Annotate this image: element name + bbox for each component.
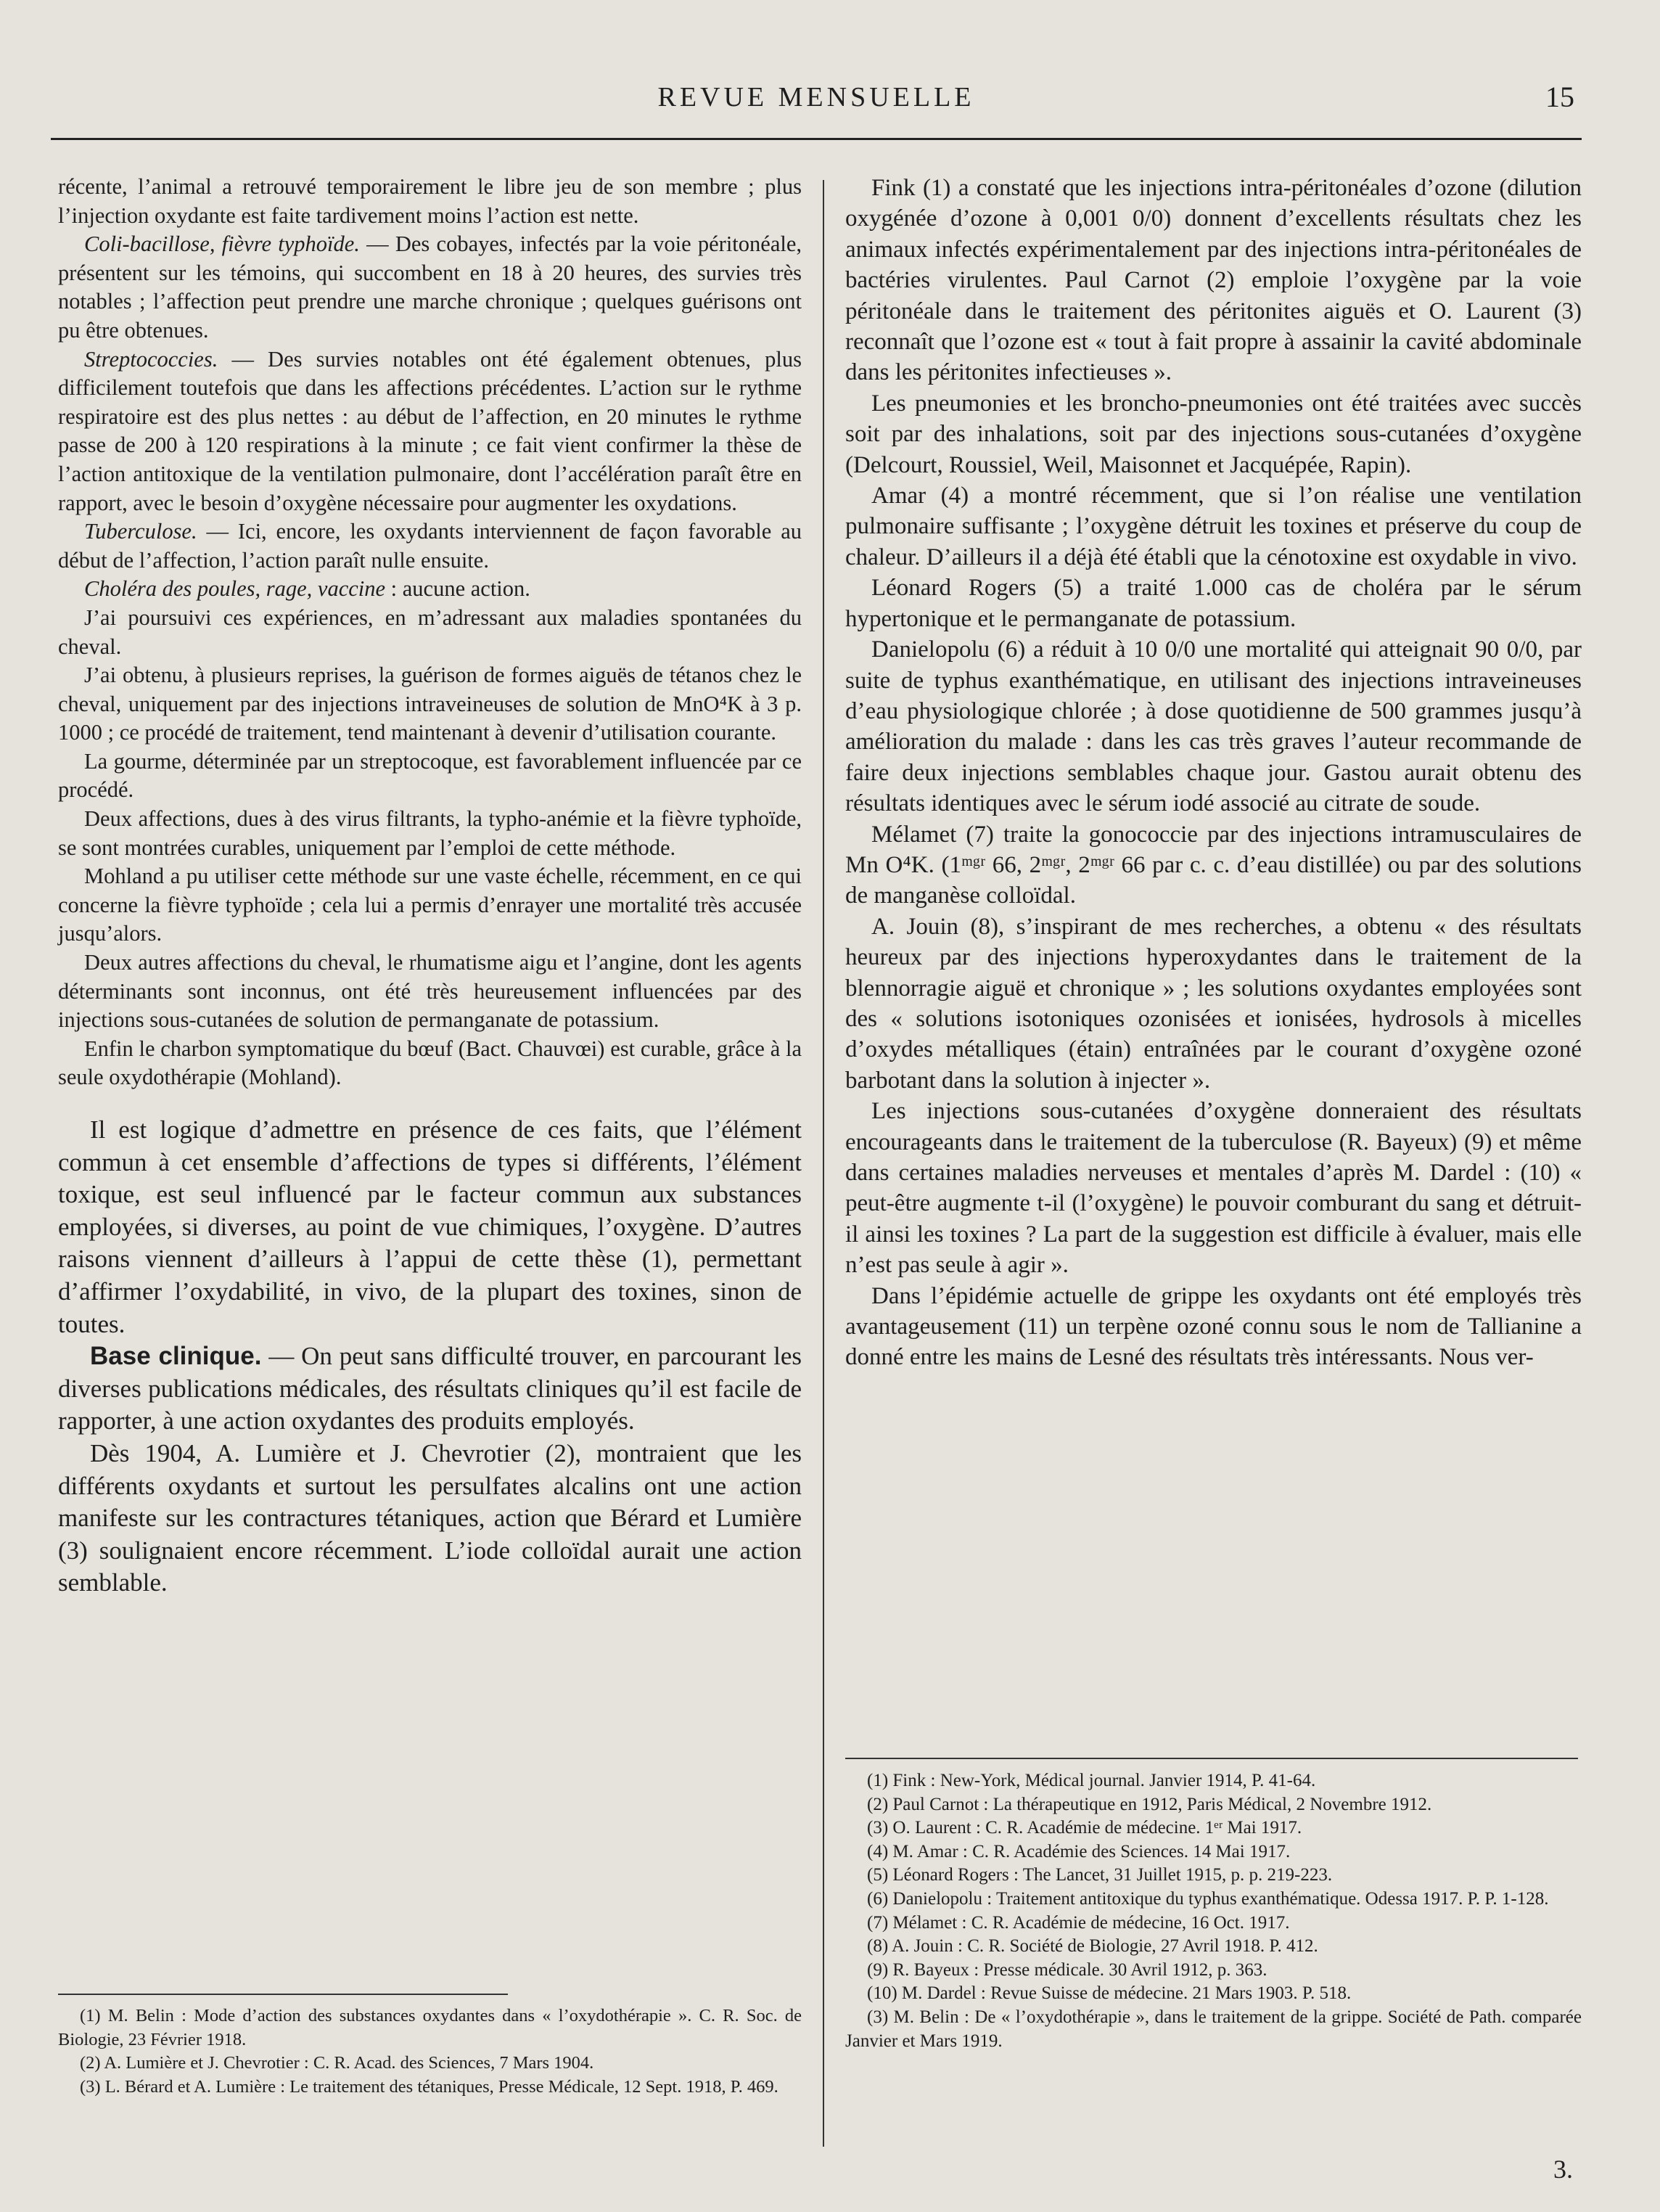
paragraph: Les injections sous-cutanées d’oxygène donneraient des résultats encourageants dans le traitement de la tuberculose (R. Bayeux) (9) et même dans certaines maladies nerveuses et mentales d’après M. Dardel : (10) « peut-être augmente t-il (l’oxygène) le pouvoir comburant du sang et détruit-il ainsi les toxines ? La part de la suggestion est difficile à évaluer, mais elle n’est pas seule à agir ».	[845, 1098, 1582, 1279]
footnote: (3) L. Bérard et A. Lumière : Le traitement des tétaniques, Presse Médicale, 12 Sept. 1918, P. 469.	[80, 2076, 778, 2097]
paragraph: Danielopolu (6) a réduit à 10 0/0 une mortalité qui atteignait 90 0/0, par suite de typhus exanthématique, en utilisant des injections intraveineuses d’eau physiologique chlorée ; à dose quotidienne de 500 grammes jusqu’à amélioration du malade : dans les cas très graves l’auteur recommande de faire deux injections semblables chaque jour. Gastou aurait obtenu des résultats identiques avec le sérum iodé associé au citrate de soude.	[845, 636, 1582, 817]
footnote: (6) Danielopolu : Traitement antitoxique du typhus exanthématique. Odessa 1917. P. P. 1-128.	[867, 1888, 1549, 1909]
footnote: (7) Mélamet : C. R. Académie de médecine, 16 Oct. 1917.	[867, 1912, 1290, 1933]
section-lead: Choléra des poules, rage, vaccine	[84, 576, 386, 602]
footnote: (3) O. Laurent : C. R. Académie de médecine. 1ᵉʳ Mai 1917.	[867, 1818, 1302, 1838]
footnote-rule	[58, 1994, 508, 1995]
footnote-rule	[845, 1758, 1578, 1759]
column-divider	[823, 180, 824, 2147]
page-number: 15	[1545, 81, 1574, 113]
signature-mark: 3.	[1553, 2155, 1573, 2184]
paragraph: J’ai obtenu, à plusieurs reprises, la guérison de formes aiguës de tétanos chez le cheval, uniquement par des injections intraveineuses de solution de MnO⁴K à 3 p. 1000 ; ce procédé de traitement, tend maintenant à devenir d’utilisation courante.	[58, 663, 802, 745]
right-column	[845, 173, 1582, 1373]
footnote: (1) M. Belin : Mode d’action des substances oxydantes dans « l’oxydothérapie ». C. R. Soc. de Biologie, 23 Février 1918.	[58, 2006, 802, 2049]
footnote: (9) R. Bayeux : Presse médicale. 30 Avril 1912, p. 363.	[867, 1959, 1267, 1980]
paragraph: Coli-bacillose, fièvre typhoïde. — Des cobayes, infectés par la voie péritonéale, présentent sur les témoins, qui succombent en 18 à 20 heures, des survies très notables ; l’affection peut prendre une marche chronique ; quelques guérisons ont pu être obtenues.	[58, 232, 802, 343]
left-footnotes	[58, 2004, 802, 2099]
footnote: (3) M. Belin : De « l’oxydothérapie », dans le traitement de la grippe. Société de Path. comparée Janvier et Mars 1919.	[845, 2007, 1582, 2051]
paragraph: Léonard Rogers (5) a traité 1.000 cas de choléra par le sérum hypertonique et le permanganate de potassium.	[845, 575, 1582, 632]
paragraph: Il est logique d’admettre en présence de ces faits, que l’élément commun à cet ensemble d’affections de types si différents, l’élément toxique, est seul influencé par le facteur commun aux substances employées, si diverses, au point de vue chimiques, l’oxygène. D’autres raisons viennent d’ailleurs à l’appui de cette thèse (1), permettant d’affirmer l’oxydabilité, in vivo, de la plupart des toxines, sinon de toutes.	[58, 1115, 802, 1338]
section-lead: Coli-bacillose, fièvre typhoïde.	[84, 232, 360, 257]
paragraph: Dans l’épidémie actuelle de grippe les oxydants ont été employés très avantageusement (11) un terpène ozoné connu sous le nom de Tallianine a donné entre les mains de Lesné des résultats très intéressants. Nous ver-	[845, 1282, 1582, 1371]
footnote: (5) Léonard Rogers : The Lancet, 31 Juillet 1915, p. p. 219-223.	[867, 1865, 1333, 1885]
paragraph: Enfin le charbon symptomatique du bœuf (Bact. Chauvœi) est curable, grâce à la seule oxydothérapie (Mohland).	[58, 1036, 802, 1090]
footnote: (1) Fink : New-York, Médical journal. Janvier 1914, P. 41-64.	[867, 1771, 1316, 1790]
footnote: (2) A. Lumière et J. Chevrotier : C. R. Acad. des Sciences, 7 Mars 1904.	[80, 2053, 594, 2073]
footnote: (2) Paul Carnot : La thérapeutique en 1912, Paris Médical, 2 Novembre 1912.	[867, 1794, 1432, 1814]
header-rule	[51, 138, 1582, 140]
paragraph: Choléra des poules, rage, vaccine : aucune action.	[84, 576, 530, 602]
paragraph: Dès 1904, A. Lumière et J. Chevrotier (2), montraient que les différents oxydants et surtout les persulfates alcalins ont une action manifeste sur les contractures tétaniques, action que Bérard et Lumière (3) soulignaient encore récemment. L’iode colloïdal aurait une action semblable.	[58, 1438, 802, 1597]
section-lead: Streptococcies.	[84, 346, 218, 372]
right-footnotes	[845, 1769, 1582, 2053]
footnote: (10) M. Dardel : Revue Suisse de médecine. 21 Mars 1903. P. 518.	[867, 1983, 1352, 2004]
paragraph: Les pneumonies et les broncho-pneumonies ont été traitées avec succès soit par des inhalations, soit par des injections sous-cutanées d’oxygène (Delcourt, Roussiel, Weil, Maisonnet et Jacquépée, Rapin).	[845, 390, 1582, 478]
paragraph: A. Jouin (8), s’inspirant de mes recherches, a obtenu « des résultats heureux par des injections hyperoxydantes dans le traitement de la blennorragie aiguë et chronique » ; les solutions oxydantes employées sont des « solutions isotoniques ozonisées et ionisées, hydrosols à micelles d’oxydes métalliques (étain) entraînées par le courant d’oxygène ozoné barbotant dans la solution à injecter ».	[845, 913, 1582, 1094]
journal-title: REVUE MENSUELLE	[657, 82, 975, 112]
paragraph: Amar (4) a montré récemment, que si l’on réalise une ventilation pulmonaire suffisante ; l’oxygène détruit les toxines et préserve du coup de chaleur. D’ailleurs il a déjà été établi que la cénotoxine est oxydable in vivo.	[845, 483, 1582, 570]
paragraph: Streptococcies. — Des survies notables ont été également obtenues, plus difficilement toutefois que dans les affections précédentes. L’action sur le rythme respiratoire est des plus nettes : au début de l’affection, en 20 minutes le rythme passe de 200 à 120 respirations à la minute ; ce fait vient confirmer la thèse de l’action antitoxique de la ventilation pulmonaire, dont l’accélération paraît être en rapport, avec le besoin d’oxygène nécessaire pour augmenter les oxydations.	[58, 346, 802, 515]
section-heading: Base clinique.	[90, 1342, 262, 1371]
paragraph: Base clinique. — On peut sans difficulté trouver, en parcourant les diverses publications médicales, des résultats cliniques qu’il est facile de rapporter, à une action oxydantes des produits employés.	[58, 1342, 802, 1435]
running-header	[51, 78, 1582, 115]
section-lead: Tuberculose.	[84, 519, 197, 544]
footnote: (4) M. Amar : C. R. Académie des Sciences. 14 Mai 1917.	[867, 1841, 1291, 1861]
paragraph: La gourme, déterminée par un streptocoque, est favorablement influencée par ce procédé.	[58, 748, 802, 803]
left-column	[58, 173, 802, 1599]
paragraph: Fink (1) a constaté que les injections intra-péritonéales d’ozone (dilution oxygénée d’ozone à 0,001 0/0) donnent d’excellents résultats chez les animaux infectés expérimentalement par des injections intra-péritonéales de bactéries virulentes. Paul Carnot (2) emploie l’oxygène par la voie péritonéale dans le traitement des péritonites aiguës et O. Laurent (3) reconnaît que l’ozone est « tout à fait propre à assainir la cavité abdominale dans les péritonites infectieuses ».	[845, 175, 1582, 386]
paragraph: Mohland a pu utiliser cette méthode sur une vaste échelle, récemment, en ce qui concerne la fièvre typhoïde ; cela lui a permis d’enrayer une mortalité très accusée jusqu’alors.	[58, 864, 802, 946]
paragraph: J’ai poursuivi ces expériences, en m’adressant aux maladies spontanées du cheval.	[58, 605, 802, 659]
paragraph: Mélamet (7) traite la gonococcie par des injections intramusculaires de Mn O⁴K. (1ᵐᵍʳ 66, 2ᵐᵍʳ, 2ᵐᵍʳ 66 par c. c. d’eau distillée) ou par des solutions de manganèse colloïdal.	[845, 821, 1582, 909]
paragraph: Deux autres affections du cheval, le rhumatisme aigu et l’angine, dont les agents déterminants sont inconnus, ont été très heureusement influencées par des injections sous-cutanées de solution de permanganate de potassium.	[58, 950, 802, 1033]
paragraph: récente, l’animal a retrouvé temporairement le libre jeu de son membre ; plus l’injection oxydante est faite tardivement moins l’action est nette.	[58, 174, 802, 228]
footnote: (8) A. Jouin : C. R. Société de Biologie, 27 Avril 1918. P. 412.	[867, 1936, 1318, 1957]
paragraph: Tuberculose. — Ici, encore, les oxydants interviennent de façon favorable au début de l’affection, l’action paraît nulle ensuite.	[58, 519, 802, 573]
paragraph: Deux affections, dues à des virus filtrants, la typho-anémie et la fièvre typhoïde, se sont montrées curables, uniquement par l’emploi de cette méthode.	[58, 806, 802, 860]
